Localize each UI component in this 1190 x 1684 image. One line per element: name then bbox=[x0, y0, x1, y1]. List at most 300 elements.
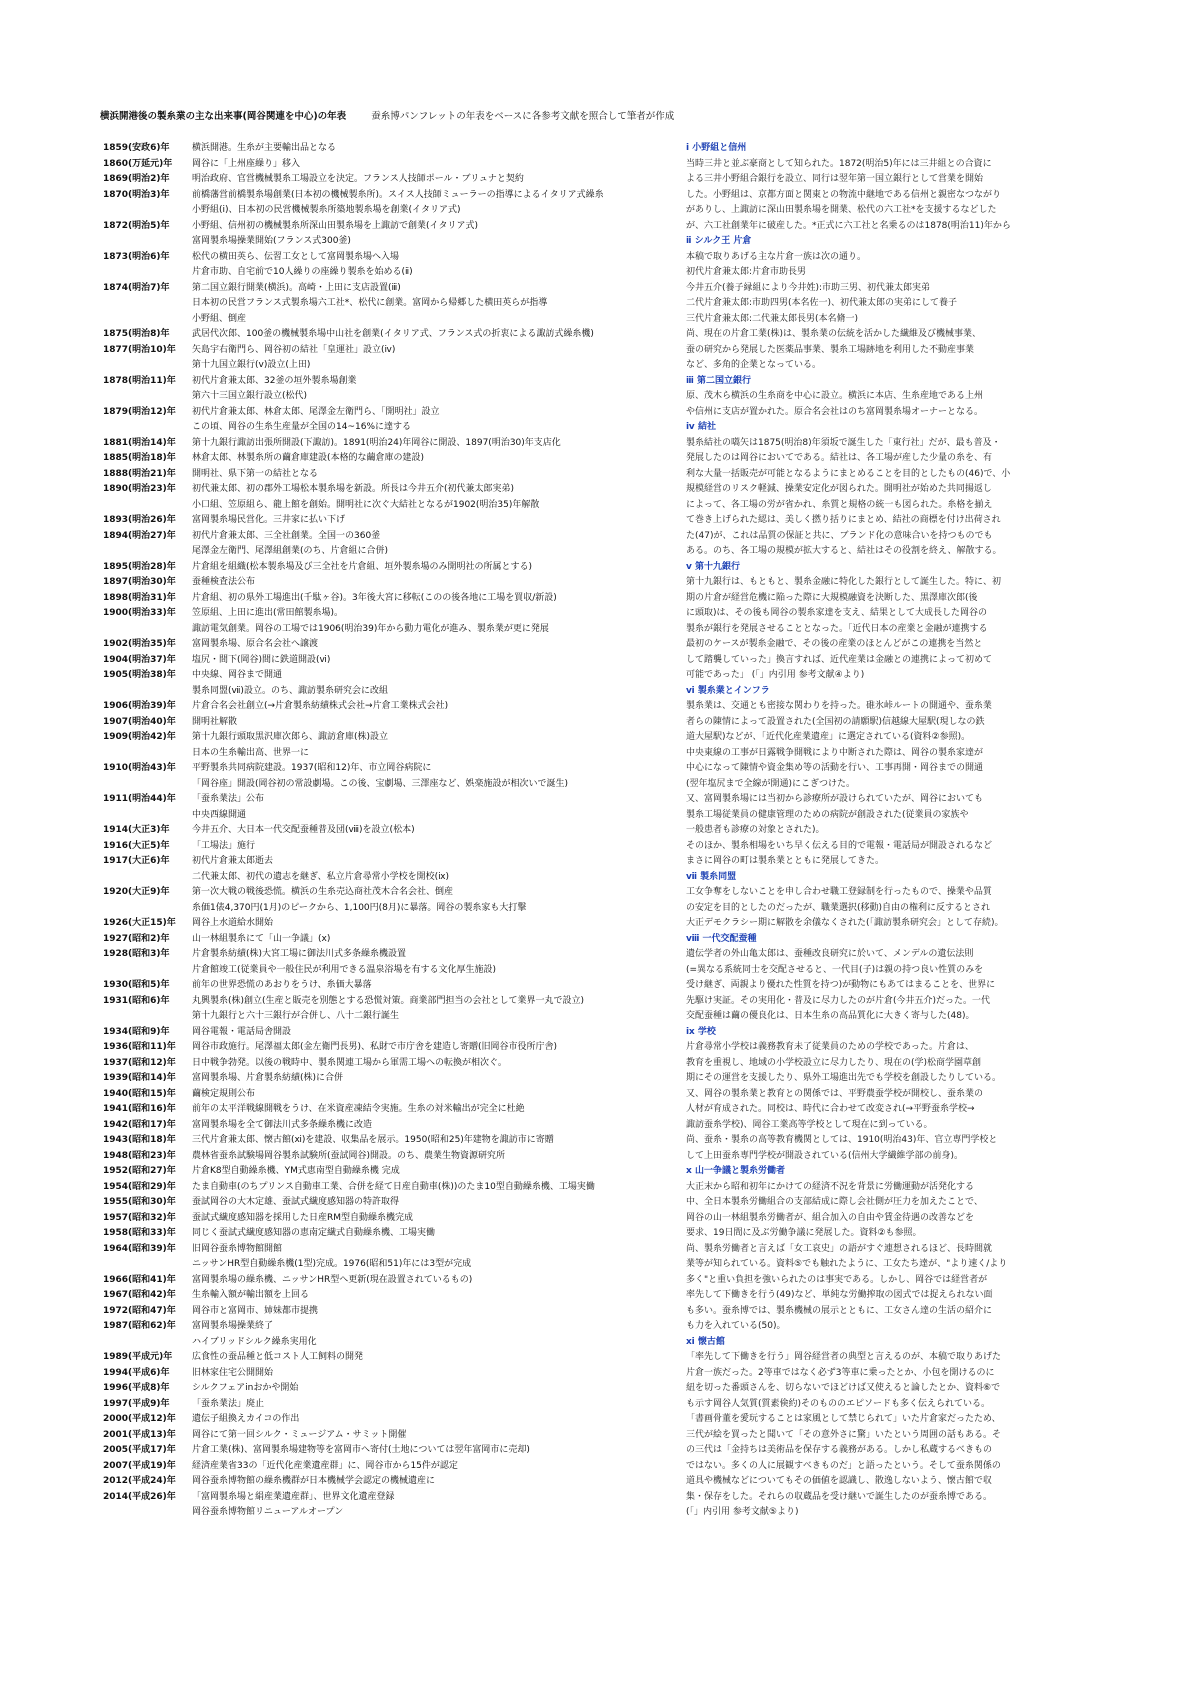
timeline-date: 1860(万延元)年 bbox=[103, 158, 173, 169]
timeline-date: 1894(明治27)年 bbox=[103, 530, 176, 541]
timeline-event: 尾澤金左衛門、尾澤組創業(のち、片倉組に合併) bbox=[192, 546, 389, 556]
timeline-row bbox=[103, 1490, 663, 1506]
timeline-row bbox=[103, 327, 663, 343]
timeline-date bbox=[103, 622, 192, 638]
note-line: 片倉尋常小学校は義務教育未了従業員のための学校であった。片倉は、 bbox=[686, 1042, 974, 1052]
note-line: 製糸結社の嚆矢は1875(明治8)年須坂で誕生した「東行社」だが、最も普及・ bbox=[686, 437, 1001, 448]
note-line: の安定を目的としたのだったが、職業選択(移動)自由の権利に反するとされ bbox=[686, 902, 991, 913]
note-line: 当時三井と並ぶ豪商として知られた。1872(明治5)年には三井組との合資に bbox=[686, 158, 992, 169]
timeline-date: 1910(明治43)年 bbox=[103, 763, 176, 773]
note-line: の三代は「金持ちは美術品を保存する義務がある。しかし私蔵するべきもの bbox=[686, 1445, 993, 1455]
timeline-row bbox=[103, 265, 663, 281]
timeline-row bbox=[103, 1180, 663, 1196]
note-line: 大正デモクラシー期に解散を余儀なくされた(「諏訪製糸研究会」として存続)。 bbox=[686, 918, 1004, 928]
timeline-event: 生糸輸入額が輸出額を上回る bbox=[192, 1290, 310, 1300]
timeline-event: 開明社解散 bbox=[192, 716, 238, 727]
timeline-row bbox=[103, 343, 663, 359]
note-line: など、多角的企業となっている。 bbox=[686, 360, 822, 370]
note-line: や信州に支店が置かれた。原合名会社はのち富岡製糸場オーナーとなる。 bbox=[686, 406, 984, 417]
timeline-date: 2001(平成13)年 bbox=[103, 1429, 176, 1440]
note-line: 要求、19日間に及ぶ労働争議に発展した。資料②も参照。 bbox=[686, 1228, 922, 1238]
timeline-event: 山一林組製糸にて「山一争議」(ⅹ) bbox=[192, 933, 331, 944]
timeline-event: 第二国立銀行開業(横浜)。高崎・上田に支店設置(ⅲ) bbox=[192, 282, 401, 293]
note-line: 道大屋駅)などが、「近代化産業遺産」に選定されている(資料②参照)。 bbox=[686, 732, 971, 742]
note-line: 三代片倉兼太郎:二代兼太郎長男(本名脩一) bbox=[686, 313, 859, 324]
timeline-event: 片倉工業(株)、富岡製糸場建物等を富岡市へ寄付(土地については翌年富岡市に売却) bbox=[192, 1445, 530, 1455]
timeline-date: 2000(平成12)年 bbox=[103, 1414, 176, 1424]
timeline-event: 第十九銀行頭取黒沢庫次郎ら、諏訪倉庫(株)設立 bbox=[192, 732, 389, 742]
timeline-event: 片倉組、初の県外工場進出(千駄ヶ谷)。3年後大宮に移転(このの後各地に工場を買収/新設) bbox=[192, 592, 557, 603]
timeline-row bbox=[103, 1350, 663, 1366]
timeline-event: 明治政府、官営機械製糸工場設立を決定。フランス人技師ポール・ブリュナと契約 bbox=[192, 174, 524, 184]
timeline-row bbox=[103, 560, 663, 576]
timeline-row bbox=[103, 1009, 663, 1025]
timeline-row bbox=[103, 1242, 663, 1258]
timeline-row bbox=[103, 1226, 663, 1242]
timeline-date bbox=[103, 544, 192, 560]
timeline-date: 1890(明治23)年 bbox=[103, 484, 176, 494]
note-line: 道具や機械などについてもその価値を認識し、散逸しないよう、懐古館で収 bbox=[686, 1476, 992, 1486]
timeline-event: 前年の太平洋戦線開戦をうけ、在米資産凍結令実施。生糸の対米輸出が完全に杜絶 bbox=[192, 1104, 525, 1114]
note-line: 最初のケースが製糸金融で、その後の産業のほとんどがこの連携を当然と bbox=[686, 639, 983, 649]
timeline-row bbox=[103, 436, 663, 452]
timeline-event: 富岡製糸場、原合名会社へ譲渡 bbox=[192, 639, 319, 649]
timeline-row bbox=[103, 653, 663, 669]
timeline-date bbox=[103, 1505, 192, 1521]
timeline-event: 今井五介、大日本一代交配蚕種普及団(ⅷ)を設立(松本) bbox=[192, 825, 415, 835]
timeline-event: 開明社、県下第一の結社となる bbox=[192, 468, 319, 479]
timeline-row bbox=[103, 1335, 663, 1351]
note-section bbox=[686, 684, 1088, 870]
timeline-date: 1877(明治10)年 bbox=[103, 344, 176, 355]
timeline-date bbox=[103, 870, 192, 886]
timeline-date: 1878(明治11)年 bbox=[103, 375, 176, 386]
timeline-event: 片倉市助、自宅前で10人繰りの座繰り製糸を始める(ⅱ) bbox=[192, 267, 413, 277]
note-title: ⅺ 懐古館 bbox=[686, 1336, 725, 1347]
timeline-date: 1904(明治37)年 bbox=[103, 654, 176, 665]
note-line: 又、富岡製糸場には当初から診療所が設けられていたが、岡谷においても bbox=[686, 794, 984, 804]
timeline-event: 片倉組を組織(松本製糸場及び三全社を片倉組、垣外製糸場のみ開明社の所属とする) bbox=[192, 561, 533, 572]
timeline-row bbox=[103, 1443, 663, 1459]
timeline-date: 1972(昭和47)年 bbox=[103, 1305, 176, 1316]
note-line: 可能であった」 (「」内引用 参考文献④より) bbox=[686, 670, 865, 680]
timeline-date: 1859(安政6)年 bbox=[103, 143, 170, 153]
timeline-event: 蚕試式繊度感知器を採用した日産RM型自動繰糸機完成 bbox=[192, 1212, 414, 1223]
timeline-row bbox=[103, 482, 663, 498]
timeline-row bbox=[103, 1257, 663, 1273]
note-line: 工女争奪をしないことを申し合わせ職工登録制を行ったもので、操業や品質 bbox=[686, 887, 992, 897]
timeline-date: 1905(明治38)年 bbox=[103, 670, 176, 680]
timeline-date: 1870(明治3)年 bbox=[103, 189, 170, 200]
timeline-event: 岡谷電報・電話局舎開設 bbox=[192, 1026, 292, 1037]
timeline-date: 1898(明治31)年 bbox=[103, 592, 176, 603]
timeline-event: 製糸同盟(ⅶ)設立。のち、諏訪製糸研究会に改組 bbox=[192, 685, 388, 696]
note-line: 受け継ぎ、両親より優れた性質を持つ)が動物にもあてはまることを、世界に bbox=[686, 980, 996, 990]
timeline-event: 岡谷市政施行。尾澤福太郎(金左衛門長男)、私財で市庁舎を建造し寄贈(旧岡谷市役所庁舎) bbox=[192, 1042, 558, 1052]
timeline-row bbox=[103, 761, 663, 777]
timeline-row bbox=[103, 1412, 663, 1428]
note-line: 初代片倉兼太郎:片倉市助長男 bbox=[686, 267, 807, 277]
timeline-event: たま自動車(のちプリンス自動車工業、合併を経て日産自動車(株))のたま10型自動繰糸機、工場実働 bbox=[192, 1181, 595, 1192]
note-section bbox=[686, 1025, 1088, 1165]
timeline-row bbox=[103, 1505, 663, 1521]
timeline-event: 岡谷蚕糸博物館リニューアルオープン bbox=[192, 1507, 344, 1517]
note-title: ⅲ 第二国立銀行 bbox=[686, 375, 751, 386]
timeline-date bbox=[103, 777, 192, 793]
timeline-event: 繭検定規則公布 bbox=[192, 1088, 256, 1099]
note-line: (=異なる系統同士を交配させると、一代目(子)は親の持つ良い性質のみを bbox=[686, 964, 984, 975]
timeline-event: 富岡製糸場操業開始(フランス式300釜) bbox=[192, 236, 351, 246]
timeline-row bbox=[103, 1071, 663, 1087]
timeline-date: 1987(昭和62)年 bbox=[103, 1321, 176, 1331]
timeline-event: 富岡製糸場操業終了 bbox=[192, 1321, 274, 1331]
note-line: 率先して下働きを行う(49)など、単純な労働搾取の図式では捉えられない面 bbox=[686, 1290, 993, 1300]
timeline-date: 1902(明治35)年 bbox=[103, 639, 176, 649]
timeline-row bbox=[103, 157, 663, 173]
timeline-event: 富岡製糸場を全て御法川式多条繰糸機に改造 bbox=[192, 1119, 373, 1130]
timeline-date: 1934(昭和9)年 bbox=[103, 1026, 170, 1037]
timeline-row bbox=[103, 885, 663, 901]
timeline-event: 「蚕糸業法」廃止 bbox=[192, 1398, 265, 1409]
timeline-row bbox=[103, 467, 663, 483]
timeline-date bbox=[103, 498, 192, 514]
timeline-date: 1989(平成元)年 bbox=[103, 1352, 173, 1362]
note-line: して踏襲していった」換言すれば、近代産業は金融との連携によって初めて bbox=[686, 654, 993, 665]
timeline-row bbox=[103, 1087, 663, 1103]
timeline-event: ニッサンHR型自動繰糸機(1型)完成。1976(昭和51)年には3型が完成 bbox=[192, 1259, 472, 1269]
timeline-event: 小野組、倒産 bbox=[192, 313, 247, 324]
timeline-date bbox=[103, 963, 192, 979]
timeline-row bbox=[103, 1474, 663, 1490]
note-line: 第十九銀行は、もともと、製糸金融に特化した銀行として誕生した。特に、初 bbox=[686, 577, 1002, 587]
note-line: 交配蚕種は繭の優良化は、日本生糸の高品質化に大きく寄与した(48)。 bbox=[686, 1011, 975, 1021]
note-line: 尚、現在の片倉工業(株)は、製糸業の伝統を活かした繊維及び機械事業、 bbox=[686, 329, 982, 339]
timeline-row bbox=[103, 498, 663, 514]
note-line: して上田蚕糸専門学校が開設されている(信州大学繊維学部の前身)。 bbox=[686, 1150, 964, 1161]
timeline-date bbox=[103, 746, 192, 762]
timeline-row bbox=[103, 219, 663, 235]
note-line: そのほか、製糸相場をいち早く伝える目的で電報・電話局が開設されるなど bbox=[686, 840, 993, 851]
timeline-event: 矢島宇右衛門ら、岡谷初の結社「皇運社」設立(ⅳ) bbox=[192, 344, 396, 355]
timeline-event: 中央線、岡谷まで開通 bbox=[192, 670, 283, 680]
note-line: 尚、蚕糸・製糸の高等教育機関としては、1910(明治43)年、官立専門学校と bbox=[686, 1135, 998, 1145]
timeline-event: 「岡谷座」開設(岡谷初の常設劇場。この後、宝劇場、三澤座など、娯楽施設が相次いで誕生) bbox=[192, 778, 569, 789]
note-line: した。小野組は、京都方面と関東との物流中継地である信州と親密なつながり bbox=[686, 189, 1002, 200]
timeline-event: 松代の横田英ら、伝習工女として富岡製糸場へ入場 bbox=[192, 251, 400, 262]
timeline-row bbox=[103, 1133, 663, 1149]
timeline-row bbox=[103, 978, 663, 994]
timeline-date: 1997(平成9)年 bbox=[103, 1398, 170, 1409]
timeline-event: 岡谷にて第一回シルク・ミュージアム・サミット開催 bbox=[192, 1429, 407, 1440]
timeline-event: 糸価1俵4,370円(1月)のピークから、1,100円(8月)に暴落。岡谷の製糸家も大打撃 bbox=[192, 902, 527, 913]
note-line: (翌年塩尻まで全線が開通)にこぎつけた。 bbox=[686, 778, 856, 789]
timeline-row bbox=[103, 575, 663, 591]
timeline-date: 1888(明治21)年 bbox=[103, 468, 176, 479]
timeline-date: 1875(明治8)年 bbox=[103, 329, 170, 339]
timeline-row bbox=[103, 684, 663, 700]
timeline-row bbox=[103, 823, 663, 839]
timeline-date: 1874(明治7)年 bbox=[103, 282, 170, 293]
timeline-row bbox=[103, 203, 663, 219]
timeline-event: 二代兼太郎、初代の遺志を継ぎ、私立片倉尋常小学校を開校(ⅸ) bbox=[192, 871, 450, 882]
timeline-event: 第十九国立銀行(ⅴ)設立(上田) bbox=[192, 360, 311, 370]
note-line: 「書画骨董を愛玩することは家風として禁じられて」いた片倉家だったため、 bbox=[686, 1414, 1001, 1424]
timeline-event: 「工場法」施行 bbox=[192, 840, 256, 851]
timeline-event: 初代片倉兼太郎逝去 bbox=[192, 856, 274, 866]
timeline-date bbox=[103, 389, 192, 405]
timeline-row bbox=[103, 1273, 663, 1289]
note-title: ⅶ 製糸同盟 bbox=[686, 871, 737, 882]
note-line: よる三井小野組合銀行を設立、同行は翌年第一国立銀行として営業を開始 bbox=[686, 174, 984, 184]
timeline-event: 第六十三国立銀行設立(松代) bbox=[192, 391, 308, 401]
note-line: 片倉一族だった。2等車ではなく必ず3等車に乗ったとか、小包を開けるのに bbox=[686, 1367, 995, 1378]
note-title: ⅹ 山一争議と製糸労働者 bbox=[686, 1166, 785, 1176]
timeline-event: 第十九銀行と六十三銀行が合併し、八十二銀行誕生 bbox=[192, 1011, 400, 1021]
timeline-date: 1873(明治6)年 bbox=[103, 251, 170, 262]
note-line: 製糸工場従業員の健康管理のための病院が創設された(従業員の家族や bbox=[686, 809, 969, 820]
timeline-row bbox=[103, 451, 663, 467]
note-section bbox=[686, 870, 1088, 932]
timeline-date bbox=[103, 684, 192, 700]
timeline-event: 岡谷蚕糸博物館の繰糸機群が日本機械学会認定の機械遺産に bbox=[192, 1476, 436, 1486]
note-title: ⅱ シルク王 片倉 bbox=[686, 236, 752, 246]
note-line: がありし、上諏訪に深山田製糸場を開業、松代の六工社*を支援するなどした bbox=[686, 205, 997, 215]
timeline-table bbox=[103, 141, 663, 1521]
timeline-row bbox=[103, 606, 663, 622]
timeline-event: 武居代次郎、100釜の機械製糸場中山社を創業(イタリア式、フランス式の折衷による諏訪式繰糸機) bbox=[192, 329, 594, 339]
note-line: 尚、製糸労働者と言えば「女工哀史」の語がすぐ連想されるほど、長時間就 bbox=[686, 1243, 993, 1254]
timeline-event: 平野製糸共同病院建設。1937(昭和12)年、市立岡谷病院に bbox=[192, 763, 432, 773]
timeline-row bbox=[103, 839, 663, 855]
timeline-row bbox=[103, 389, 663, 405]
note-title: ⅳ 結社 bbox=[686, 422, 716, 432]
timeline-date: 1941(昭和16)年 bbox=[103, 1104, 176, 1114]
note-title: ⅰ 小野組と信州 bbox=[686, 143, 747, 153]
timeline-date: 1930(昭和5)年 bbox=[103, 980, 170, 990]
timeline-event: 初代片倉兼太郎、林倉太郎、尾澤金左衛門ら、「開明社」設立 bbox=[192, 406, 440, 417]
timeline-event: 旧岡谷蚕糸博物館開館 bbox=[192, 1243, 283, 1254]
timeline-date bbox=[103, 420, 192, 436]
note-line: 規模経営のリスク軽減、操業安定化が図られた。開明社が始めた共同揚返し bbox=[686, 484, 992, 494]
timeline-event: 富岡製糸場民営化。三井家に払い下げ bbox=[192, 515, 346, 525]
note-section bbox=[686, 560, 1088, 684]
note-line: 蚕の研究から発展した医薬品事業、製糸工場跡地を利用した不動産事業 bbox=[686, 344, 975, 355]
timeline-event: 農林省蚕糸試験場岡谷製糸試験所(蚕試岡谷)開設。のち、農業生物資源研究所 bbox=[192, 1150, 506, 1161]
timeline-row bbox=[103, 234, 663, 250]
timeline-row bbox=[103, 637, 663, 653]
note-line: て巻き上げられた綛は、美しく撚り括りにまとめ、結社の商標を付け出荷され bbox=[686, 515, 1001, 525]
timeline-date bbox=[103, 1009, 192, 1025]
note-line: た(47)が、これは品質の保証と共に、ブランド化の意味合いを持つものでも bbox=[686, 530, 993, 541]
timeline-date: 1967(昭和42)年 bbox=[103, 1290, 176, 1300]
timeline-date: 1994(平成6)年 bbox=[103, 1367, 170, 1378]
timeline-row bbox=[103, 1102, 663, 1118]
timeline-date: 1911(明治44)年 bbox=[103, 794, 176, 804]
note-line: によって、各工場の労が省かれ、糸質と規格の統一も図られた。糸格を揃え bbox=[686, 499, 993, 510]
timeline-event: 三代片倉兼太郎、懐古館(ⅺ)を建設、収集品を展示。1950(昭和25)年建物を諏訪市に寄贈 bbox=[192, 1135, 554, 1145]
timeline-date: 1948(昭和23)年 bbox=[103, 1150, 176, 1161]
note-section bbox=[686, 1335, 1088, 1521]
timeline-date: 1940(昭和15)年 bbox=[103, 1088, 176, 1099]
timeline-row bbox=[103, 746, 663, 762]
timeline-row bbox=[103, 1397, 663, 1413]
timeline-date: 1942(昭和17)年 bbox=[103, 1119, 176, 1130]
timeline-row bbox=[103, 172, 663, 188]
timeline-date bbox=[103, 265, 192, 281]
timeline-row bbox=[103, 544, 663, 560]
timeline-row bbox=[103, 932, 663, 948]
timeline-row bbox=[103, 1381, 663, 1397]
timeline-date: 1897(明治30)年 bbox=[103, 577, 176, 587]
timeline-event: 片倉合名会社創立(→片倉製糸紡績株式会社→片倉工業株式会社) bbox=[192, 701, 449, 711]
notes-column bbox=[686, 141, 1088, 1521]
timeline-row bbox=[103, 777, 663, 793]
timeline-row bbox=[103, 699, 663, 715]
timeline-row bbox=[103, 296, 663, 312]
note-line: 発展したのは岡谷においてである。結社は、各工場が産した少量の糸を、有 bbox=[686, 453, 993, 463]
timeline-date: 1907(明治40)年 bbox=[103, 716, 176, 727]
timeline-date: 1906(明治39)年 bbox=[103, 701, 176, 711]
timeline-date bbox=[103, 808, 192, 824]
timeline-date: 1895(明治28)年 bbox=[103, 561, 176, 572]
timeline-row bbox=[103, 188, 663, 204]
note-line: ある。のち、各工場の規模が拡大すると、結社はその役割を終え、解散する。 bbox=[686, 546, 1002, 556]
timeline-date: 1943(昭和18)年 bbox=[103, 1135, 176, 1145]
timeline-row bbox=[103, 730, 663, 746]
timeline-date: 1920(大正9)年 bbox=[103, 887, 170, 897]
note-line: ではない。多くの人に展観すべきものだ」と語ったという。そして蚕糸関係の bbox=[686, 1460, 1001, 1471]
timeline-date: 1881(明治14)年 bbox=[103, 437, 176, 448]
note-line: 中心になって陳情や資金集め等の活動を行い、工事再開・岡谷までの開通 bbox=[686, 763, 984, 773]
timeline-row bbox=[103, 1319, 663, 1335]
note-title: ⅵ 製糸業とインフラ bbox=[686, 685, 770, 696]
timeline-row bbox=[103, 1195, 663, 1211]
note-line: 先駆け実証。その実用化・普及に尽力したのが片倉(今井五介)だった。一代 bbox=[686, 995, 991, 1006]
note-line: 三代が絵を買ったと聞いて「その意外さに驚」いたという周囲の話もある。そ bbox=[686, 1429, 1002, 1440]
timeline-date: 1964(昭和39)年 bbox=[103, 1243, 176, 1254]
timeline-date: 1916(大正5)年 bbox=[103, 840, 170, 851]
timeline-event: 経済産業省33の「近代化産業遺産群」に、岡谷市から15件が認定 bbox=[192, 1460, 458, 1471]
timeline-event: 遺伝子組換えカイコの作出 bbox=[192, 1414, 300, 1424]
timeline-row bbox=[103, 622, 663, 638]
note-line: 紐を切った番頭さんを、切らないでほどけば又使えると論したとか、資料⑥で bbox=[686, 1383, 1001, 1393]
timeline-date: 1928(昭和3)年 bbox=[103, 949, 170, 959]
timeline-event: 林倉太郎、林製糸所の繭倉庫建設(本格的な繭倉庫の建設) bbox=[192, 453, 425, 463]
timeline-event: 初代片倉兼太郎、32釜の垣外製糸場創業 bbox=[192, 375, 357, 386]
note-section bbox=[686, 932, 1088, 1025]
timeline-date: 1958(昭和33)年 bbox=[103, 1228, 176, 1238]
note-section bbox=[686, 374, 1088, 421]
timeline-date: 1885(明治18)年 bbox=[103, 453, 176, 463]
timeline-event: 小口組、笠原組ら、龍上館を創始。開明社に次ぐ大結社となるが1902(明治35)年解散 bbox=[192, 499, 540, 510]
timeline-row bbox=[103, 668, 663, 684]
timeline-row bbox=[103, 1164, 663, 1180]
timeline-event: 同じく蚕試式繊度感知器の恵南定繊式自動繰糸機、工場実働 bbox=[192, 1228, 436, 1238]
timeline-date: 1954(昭和29)年 bbox=[103, 1181, 176, 1192]
note-line: 原、茂木ら横浜の生糸商を中心に設立。横浜に本店、生糸産地である上州 bbox=[686, 391, 984, 401]
note-line: 二代片倉兼太郎:市助四男(本名佐一)、初代兼太郎の実弟にして養子 bbox=[686, 298, 958, 308]
timeline-row bbox=[103, 916, 663, 932]
note-section bbox=[686, 420, 1088, 560]
timeline-date: 1952(昭和27)年 bbox=[103, 1166, 176, 1176]
timeline-row bbox=[103, 947, 663, 963]
timeline-row bbox=[103, 591, 663, 607]
timeline-row bbox=[103, 1288, 663, 1304]
note-line: 期にその運営を支援したり、県外工場進出先でも学校を創設したりしている。 bbox=[686, 1073, 1002, 1083]
timeline-event: 広食性の蚕品種と低コスト人工飼料の開発 bbox=[192, 1352, 364, 1362]
timeline-event: 蚕試岡谷の大木定雄、蚕試式繊度感知器の特許取得 bbox=[192, 1197, 400, 1207]
timeline-row bbox=[103, 963, 663, 979]
timeline-event: シルクフェアinおかや開始 bbox=[192, 1383, 299, 1393]
note-line: 期の片倉が経営危機に陥った際に大規模融資を決断した、黒澤庫次郎(後 bbox=[686, 592, 978, 603]
timeline-date: 1927(昭和2)年 bbox=[103, 933, 170, 944]
timeline-date: 1926(大正15)年 bbox=[103, 918, 176, 928]
timeline-event: 第十九銀行諏訪出張所開設(下諏訪)。1891(明治24)年岡谷に開設、1897(明治30)年支店化 bbox=[192, 437, 561, 448]
timeline-event: この頃、岡谷の生糸生産量が全国の14~16%に達する bbox=[192, 422, 411, 432]
timeline-event: 岡谷上水道給水開始 bbox=[192, 918, 274, 928]
timeline-event: 日本初の民営フランス式製糸場六工社*、松代に創業。富岡から帰郷した横田英らが指導 bbox=[192, 298, 548, 308]
timeline-event: 初代兼太郎、初の郡外工場松本製糸場を新設。所長は今井五介(初代兼太郎実弟) bbox=[192, 484, 515, 494]
note-line: 今井五介(養子縁組により今井姓):市助三男、初代兼太郎実弟 bbox=[686, 282, 931, 293]
timeline-event: 旧林家住宅公開開始 bbox=[192, 1367, 274, 1378]
document-header bbox=[100, 110, 1100, 124]
timeline-row bbox=[103, 281, 663, 297]
timeline-row bbox=[103, 250, 663, 266]
timeline-row bbox=[103, 901, 663, 917]
note-line: (「」内引用 参考文献⑤より) bbox=[686, 1507, 799, 1517]
timeline-date: 1869(明治2)年 bbox=[103, 174, 170, 184]
note-title: ⅴ 第十九銀行 bbox=[686, 561, 741, 572]
timeline-event: 富岡製糸場の繰糸機、ニッサンHR型へ更新(現在設置されているもの) bbox=[192, 1274, 473, 1285]
timeline-event: 丸興製糸(株)創立(生産と販売を別態とする恐慌対策。商業部門担当の会社として業界一丸で設立) bbox=[192, 995, 585, 1006]
timeline-row bbox=[103, 994, 663, 1010]
note-line: も多い。蚕糸博では、製糸機械の展示とともに、工女さん達の生活の紹介に bbox=[686, 1305, 993, 1316]
timeline-row bbox=[103, 513, 663, 529]
note-line: まさに岡谷の町は製糸業とともに発展してきた。 bbox=[686, 856, 885, 866]
timeline-row bbox=[103, 374, 663, 390]
timeline-date bbox=[103, 203, 192, 219]
timeline-date bbox=[103, 1257, 192, 1273]
timeline-event: 第一次大戦の戦後恐慌。横浜の生糸売込商社茂木合名会社、倒産 bbox=[192, 887, 454, 897]
note-line: 中央東線の工事が日露戦争開戦により中断された際は、岡谷の製糸家達が bbox=[686, 747, 984, 758]
timeline-date bbox=[103, 901, 192, 917]
timeline-row bbox=[103, 420, 663, 436]
timeline-date: 1936(昭和11)年 bbox=[103, 1042, 176, 1052]
timeline-row bbox=[103, 1428, 663, 1444]
timeline-row bbox=[103, 405, 663, 421]
timeline-row bbox=[103, 854, 663, 870]
timeline-event: 片倉製糸紡績(株)大宮工場に御法川式多条繰糸機設置 bbox=[192, 949, 407, 959]
note-line: 「率先して下働きを行う」岡谷経営者の典型と言えるのが、本稿で取りあげた bbox=[686, 1352, 1002, 1362]
timeline-date: 1893(明治26)年 bbox=[103, 515, 176, 525]
timeline-event: 塩尻・間下(岡谷)間に鉄道開設(ⅵ) bbox=[192, 654, 331, 665]
timeline-date bbox=[103, 358, 192, 374]
timeline-event: ハイブリッドシルク繰糸実用化 bbox=[192, 1336, 317, 1347]
timeline-row bbox=[103, 870, 663, 886]
timeline-date: 1872(明治5)年 bbox=[103, 220, 170, 231]
timeline-date bbox=[103, 1335, 192, 1351]
note-section bbox=[686, 234, 1088, 374]
timeline-row bbox=[103, 715, 663, 731]
note-line: 人材が育成された。同校は、時代に合わせて改変され(→平野蚕糸学校→ bbox=[686, 1104, 975, 1114]
timeline-event: 富岡製糸場、片倉製糸紡績(株)に合併 bbox=[192, 1073, 344, 1083]
timeline-event: 日中戦争勃発。以後の戦時中、製糸関連工場から軍需工場への転換が相次ぐ。 bbox=[192, 1057, 507, 1068]
timeline-date: 2005(平成17)年 bbox=[103, 1445, 176, 1455]
timeline-date: 1879(明治12)年 bbox=[103, 406, 176, 417]
note-line: 多く"と重い負担を強いられたのは事実である。しかし、岡谷では経営者が bbox=[686, 1274, 988, 1285]
note-line: 本稿で取りあげる主な片倉一族は次の通り。 bbox=[686, 251, 867, 262]
timeline-row bbox=[103, 808, 663, 824]
